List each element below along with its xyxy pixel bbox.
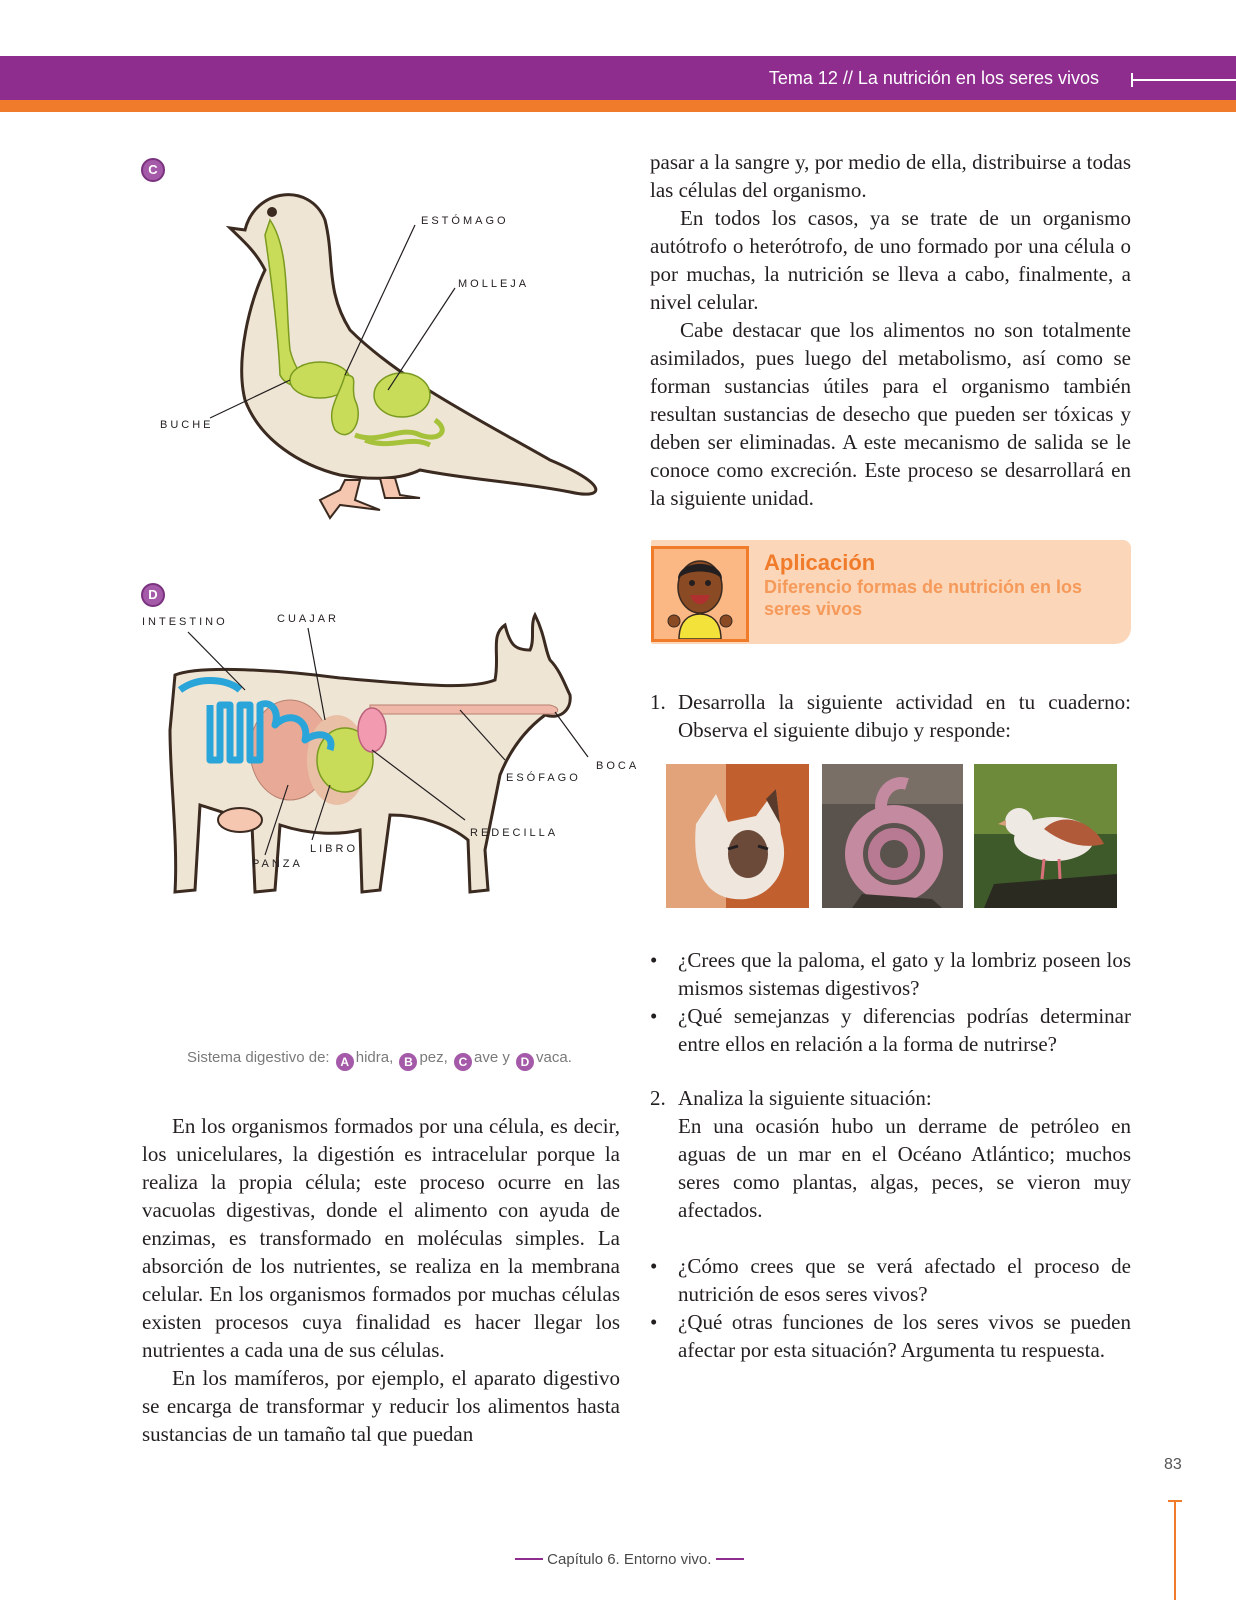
right-paragraph-2: En todos los casos, ya se trate de un organismo autótrofo o heterótrofo, de uno formado por una célula o por muchas, la nutrición se lleva a cabo, finalmente, a nivel celular. (650, 206, 1131, 314)
question-1-text: ¿Crees que la paloma, el gato y la lombriz poseen los mismos sistemas digestivos? (678, 948, 1131, 1000)
label-libro: LIBRO (310, 843, 359, 855)
boca-pointer (555, 712, 588, 757)
question-item (650, 1002, 1131, 1058)
caption-text-d: vaca. (536, 1049, 572, 1066)
activity-1-text: Desarrolla la siguiente actividad en tu cuaderno: Observa el siguiente dibujo y responde: (678, 690, 1131, 742)
cow-digestive-diagram (140, 610, 640, 920)
question-2-text: ¿Qué semejanzas y diferencias podrías determinar entre ellos en relación a la forma de nutrirse? (678, 1004, 1131, 1056)
bird-feet (320, 478, 420, 518)
label-molleja: MOLLEJA (458, 278, 530, 290)
aplicacion-subtitle: Diferencio formas de nutrición en los seres vivos (764, 577, 1083, 619)
udder (218, 808, 262, 832)
caption-badge-d: D (516, 1053, 534, 1071)
header-title: Tema 12 // La nutrición en los seres vivos (768, 68, 1099, 88)
label-esofago: ESÓFAGO (506, 772, 581, 784)
figure-d-badge: D (141, 583, 165, 607)
question-item (650, 1252, 1131, 1308)
redecilla-shape (358, 708, 386, 752)
left-paragraph-2: En los mamíferos, por ejemplo, el aparato digestivo se encarga de transformar y reducir los alimentos hasta sustancias de un tamaño tal que puedan (142, 1366, 620, 1446)
label-buche: BUCHE (160, 419, 214, 431)
page-number: 83 (1164, 1456, 1182, 1473)
label-redecilla: REDECILLA (470, 827, 559, 839)
molleja-pointer (388, 288, 455, 390)
question-4-text: ¿Qué otras funciones de los seres vivos se pueden afectar por esta situación? Argumenta tu respuesta. (678, 1310, 1131, 1362)
left-paragraph-1: En los organismos formados por una célula, es decir, los unicelulares, la digestión es intracelular porque la realiza la propia célula; este proceso ocurre en las vacuolas digestivas, donde el alimento con ayuda de enzimas, es transformado en moléculas simples. La absorción de los nutrientes, se realiza en la membrana celular. En los organismos formados por muchas células existen procesos cuya finalidad es hacer llegar los nutrientes a cada una de sus células. (142, 1114, 620, 1362)
bullet-mark: • (650, 1310, 658, 1334)
caption-badge-b: B (399, 1053, 417, 1071)
right-paragraph-1: pasar a la sangre y, por medio de ella, distribuirse a todas las células del organismo. (650, 150, 1131, 202)
header-stripe (0, 100, 1236, 112)
esophagus-tube (370, 705, 558, 714)
caption-text-b: pez, (419, 1049, 448, 1066)
activity-2-number: 2. (650, 1086, 666, 1110)
aplicacion-avatar-frame (651, 546, 749, 642)
header-line (1131, 79, 1236, 81)
bullet-mark: • (650, 1254, 658, 1278)
right-paragraph-3: Cabe destacar que los alimentos no son totalmente asimilados, pues luego del metabolismo, así como se forman sustancias útiles para el organismo también resultan sustancias de desecho que pueden ser tóxicas y deben ser eliminadas. A este mecanismo de salida se le conoce como excreción. Este proceso se desarrollará en la siguiente unidad. (650, 318, 1131, 510)
caption-badge-c: C (454, 1053, 472, 1071)
caption-prefix: Sistema digestivo de: (187, 1049, 330, 1066)
label-cuajar: CUAJAR (277, 613, 340, 625)
caption-text-c: ave y (473, 1049, 510, 1066)
bird-eye (267, 207, 277, 217)
bird-digestive-diagram (150, 180, 620, 550)
activity-2 (650, 1084, 1131, 1224)
activity-1 (650, 688, 1131, 744)
aplicacion-title: Aplicación (764, 550, 876, 575)
label-panza: PANZA (252, 858, 303, 870)
figure-caption (187, 1049, 572, 1071)
activity-2-questions (650, 1252, 1131, 1364)
activity-2-text: Analiza la siguiente situación: (678, 1086, 932, 1110)
label-estomago: ESTÓMAGO (421, 215, 509, 227)
page-rule (1174, 1500, 1176, 1600)
question-3-text: ¿Cómo crees que se verá afectado el proceso de nutrición de esos seres vivos? (678, 1254, 1131, 1306)
question-item (650, 946, 1131, 1002)
footer-line-right (716, 1558, 744, 1560)
earthworm-photo (822, 764, 963, 908)
figure-c-badge: C (141, 158, 165, 182)
dove-photo (974, 764, 1117, 908)
right-column-text (650, 148, 1131, 512)
footer-chapter: Capítulo 6. (547, 1551, 620, 1568)
child-avatar-icon (654, 549, 746, 639)
caption-badge-a: A (336, 1053, 354, 1071)
activity-1-questions (650, 946, 1131, 1058)
caption-text-a: hidra, (355, 1049, 394, 1066)
question-item (650, 1308, 1131, 1364)
footer-line-left (515, 1558, 543, 1560)
activity-1-number: 1. (650, 690, 666, 714)
left-column-text (142, 1112, 620, 1448)
label-boca: BOCA (596, 760, 640, 772)
bullet-mark: • (650, 948, 658, 972)
cat-photo (666, 764, 809, 908)
gizzard-shape (374, 373, 430, 417)
footer-chapter-name: Entorno vivo. (623, 1551, 712, 1568)
estomago-pointer (345, 225, 415, 375)
bullet-mark: • (650, 1004, 658, 1028)
label-intestino: INTESTINO (142, 616, 228, 628)
activity-2-situation: En una ocasión hubo un derrame de petróleo en aguas de un mar en el Océano Atlántico; muchos seres como plantas, algas, peces, se vieron muy afectados. (678, 1114, 1131, 1222)
footer (515, 1551, 744, 1568)
